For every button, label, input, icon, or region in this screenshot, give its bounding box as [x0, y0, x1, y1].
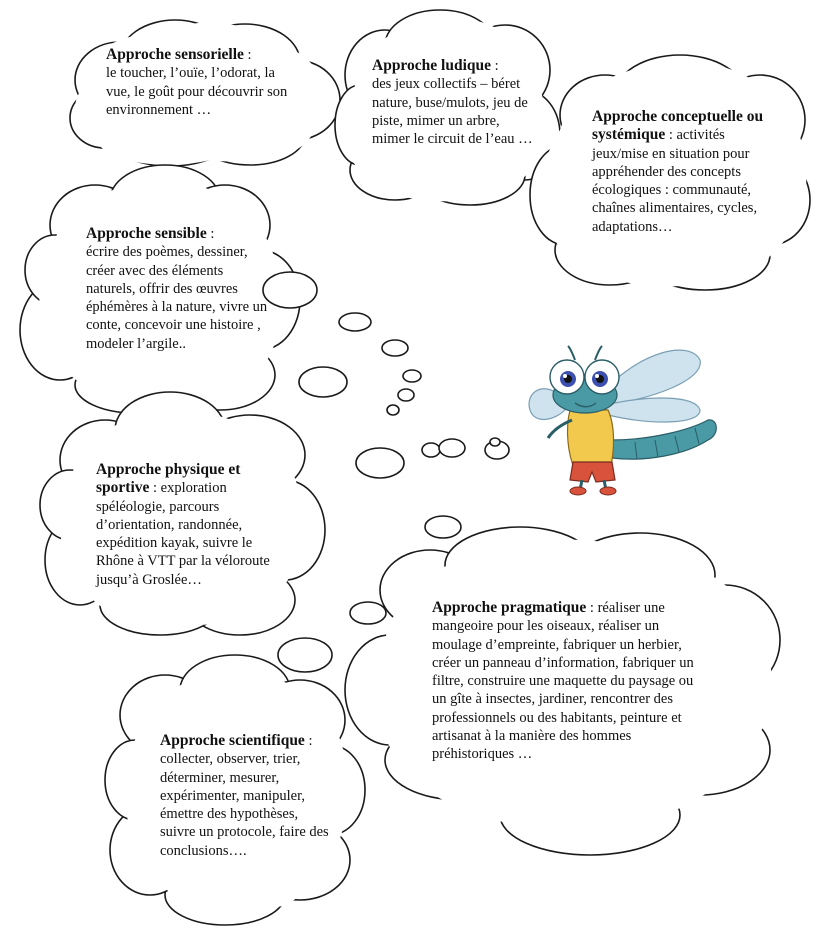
cloud-title: Approche physique et sportive — [96, 461, 241, 497]
cloud-title: Approche conceptuelle ou systémique — [592, 108, 764, 144]
cloud-title: Approche sensible — [86, 225, 207, 242]
thought-bubble — [490, 438, 500, 446]
cloud-conceptuelle: Approche conceptuelle ou systémique : activités jeux/mise en situation pour appréhender des concepts écologiques : communauté, chaînes alimentaires, cycles, adaptations… — [592, 108, 764, 235]
thought-bubble — [339, 313, 371, 331]
cloud-ludique: Approche ludique : des jeux collectifs – béret nature, buse/mulots, jeu de piste, mimer un arbre, mimer le circuit de l’eau … — [372, 57, 533, 148]
cloud-text: activités jeux/mise en situation pour appréhender des concepts écologiques : communauté, chaînes alimentaires, cycles, adaptations… — [592, 127, 758, 235]
cloud-pragmatique: Approche pragmatique : réaliser une mangeoire pour les oiseaux, réaliser un moulage d’empreinte, fabriquer un herbier, créer un panneau d’information, fabriquer un filtre, construire une maquette du paysage ou un gîte à insectes, jardiner, rencontrer des professionnels ou des habitants, peinture et artisanat à la manière des hommes préhistoriques … — [432, 599, 694, 763]
thought-bubble — [356, 448, 404, 478]
thought-bubble — [299, 367, 347, 397]
cloud-text: exploration spéléologie, parcours d’orientation, randonnée, expédition kayak, suivre le Rhône à VTT par la véloroute jusqu’à Groslée… — [96, 480, 270, 588]
cloud-title: Approche ludique — [372, 57, 492, 74]
cloud-scientifique: Approche scientifique : collecter, observer, trier, déterminer, mesurer, expérimenter, manipuler, émettre des hypothèses, suivre un protocole, faire des conclusions…. — [160, 732, 329, 859]
thought-bubble — [439, 439, 465, 457]
thought-bubble — [387, 405, 399, 415]
thought-bubble — [278, 638, 332, 672]
thought-bubble — [382, 340, 408, 356]
cloud-text: réaliser une mangeoire pour les oiseaux, réaliser un moulage d’empreinte, fabriquer un herbier, créer un panneau d’information, fabriquer un filtre, construire une maquette du paysage ou un gîte à insectes, jardiner, rencontrer des professionnels ou des habitants, peinture et artisanat à la manière des hommes préhistoriques … — [432, 600, 694, 763]
cloud-text: des jeux collectifs – béret nature, buse/mulots, jeu de piste, mimer un arbre, mimer le circuit de l’eau … — [372, 76, 533, 148]
cloud-title: Approche sensorielle — [106, 46, 244, 63]
cloud-text: écrire des poèmes, dessiner, créer avec des éléments naturels, offrir des œuvres éphémères à la nature, vivre un conte, concevoir une histoire , modeler l’argile.. — [86, 244, 268, 352]
cloud-title: Approche pragmatique — [432, 599, 587, 616]
cloud-title: Approche scientifique — [160, 732, 305, 749]
cloud-text: collecter, observer, trier, déterminer, mesurer, expérimenter, manipuler, émettre des hypothèses, suivre un protocole, faire des conclusions…. — [160, 751, 329, 859]
cloud-text: le toucher, l’ouïe, l’odorat, la vue, le goût pour découvrir son environnement … — [106, 65, 288, 118]
thought-bubble — [263, 272, 317, 308]
dragonfly-mascot-icon — [529, 346, 716, 495]
thought-bubble — [350, 602, 386, 624]
thought-bubble — [422, 443, 440, 457]
cloud-sensorielle: Approche sensorielle : le toucher, l’ouïe, l’odorat, la vue, le goût pour découvrir son environnement … — [106, 46, 288, 118]
thought-bubble — [398, 389, 414, 401]
cloud-physique: Approche physique et sportive : exploration spéléologie, parcours d’orientation, randonnée, expédition kayak, suivre le Rhône à VTT par la véloroute jusqu’à Groslée… — [96, 461, 270, 588]
thought-bubble — [425, 516, 461, 538]
cloud-sensible: Approche sensible : écrire des poèmes, dessiner, créer avec des éléments naturels, offrir des œuvres éphémères à la nature, vivre un conte, concevoir une histoire , modeler l’argile.. — [86, 225, 268, 352]
thought-bubble — [403, 370, 421, 382]
